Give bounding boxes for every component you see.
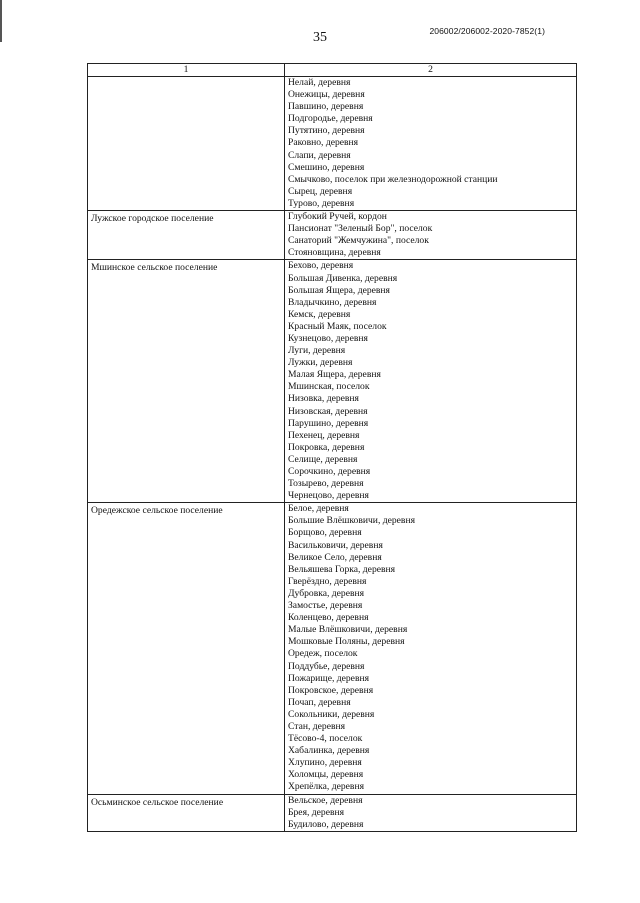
place-item: Вельское, деревня bbox=[288, 794, 363, 806]
place-item: Будилово, деревня bbox=[288, 818, 364, 830]
settlement-cell bbox=[88, 260, 285, 503]
settlement-name bbox=[91, 79, 281, 91]
table-row bbox=[88, 503, 577, 794]
place-item: Селище, деревня bbox=[288, 453, 358, 465]
place-item: Почап, деревня bbox=[288, 696, 351, 708]
table-row bbox=[88, 211, 577, 260]
place-item: Низовская, деревня bbox=[288, 405, 368, 417]
place-item: Покровка, деревня bbox=[288, 441, 365, 453]
place-item: Чернецово, деревня bbox=[288, 490, 369, 502]
settlement-name: Мшинское сельское поселение bbox=[91, 262, 218, 274]
place-item: Васильковичи, деревня bbox=[288, 539, 383, 551]
places-cell bbox=[285, 211, 577, 260]
place-item: Замостье, деревня bbox=[288, 600, 363, 612]
place-item: Коленцево, деревня bbox=[288, 612, 369, 624]
places-cell bbox=[285, 260, 577, 503]
document-code: 206002/206002-2020-7852(1) bbox=[429, 26, 545, 36]
place-item: Стан, деревня bbox=[288, 720, 346, 732]
place-item: Хабалинка, деревня bbox=[288, 745, 370, 757]
settlement-name: Осьминское сельское поселение bbox=[91, 796, 224, 808]
place-item: Дубровка, деревня bbox=[288, 587, 365, 599]
place-item: Пехенец, деревня bbox=[288, 429, 360, 441]
place-item: Пожарище, деревня bbox=[288, 672, 370, 684]
place-item: Нелай, деревня bbox=[288, 77, 351, 88]
settlement-cell bbox=[88, 77, 285, 211]
place-item: Холомцы, деревня bbox=[288, 769, 364, 781]
place-item: Великое Село, деревня bbox=[288, 551, 382, 563]
place-item: Кемск, деревня bbox=[288, 308, 351, 320]
column-header-1: 1 bbox=[88, 64, 285, 77]
settlement-name: Лужское городское поселение bbox=[91, 213, 214, 225]
places-cell bbox=[285, 503, 577, 794]
table-row bbox=[88, 260, 577, 503]
place-item: Оредеж, поселок bbox=[288, 648, 358, 660]
table-row bbox=[88, 794, 577, 831]
place-item: Глубокий Ручей, кордон bbox=[288, 211, 387, 223]
place-item: Слапи, деревня bbox=[288, 149, 351, 161]
place-item: Путятино, деревня bbox=[288, 125, 365, 137]
place-item: Гверёздно, деревня bbox=[288, 575, 367, 587]
table-header-row bbox=[88, 64, 577, 77]
place-item: Поддубье, деревня bbox=[288, 660, 365, 672]
place-item: Кузнецово, деревня bbox=[288, 332, 368, 344]
place-item: Лужки, деревня bbox=[288, 357, 353, 369]
place-item: Раковно, деревня bbox=[288, 137, 359, 149]
place-item: Онежицы, деревня bbox=[288, 89, 365, 101]
place-item: Сорочкино, деревня bbox=[288, 466, 371, 477]
settlements-table bbox=[87, 63, 577, 832]
settlement-name: Оредежское сельское поселение bbox=[91, 505, 223, 517]
place-item: Малые Влёшковичи, деревня bbox=[288, 624, 408, 636]
place-item: Большая Ящера, деревня bbox=[288, 284, 390, 296]
place-item: Луги, деревня bbox=[288, 345, 346, 357]
place-item: Тозырево, деревня bbox=[288, 478, 364, 490]
place-item: Павшино, деревня bbox=[288, 101, 364, 113]
settlement-cell bbox=[88, 794, 285, 831]
place-item: Низовка, деревня bbox=[288, 393, 359, 405]
place-item: Турово, деревня bbox=[288, 197, 355, 209]
place-item: Подгородье, деревня bbox=[288, 113, 373, 125]
place-item: Сырец, деревня bbox=[288, 185, 353, 197]
table-row bbox=[88, 77, 577, 211]
place-item: Смычково, поселок при железнодорожной станции bbox=[288, 173, 498, 185]
place-item: Красный Маяк, поселок bbox=[288, 320, 387, 332]
place-item: Хрепёлка, деревня bbox=[288, 781, 365, 793]
place-item: Стояновщина, деревня bbox=[288, 247, 381, 259]
settlement-cell bbox=[88, 503, 285, 794]
place-item: Хлупино, деревня bbox=[288, 757, 362, 769]
place-item: Белое, деревня bbox=[288, 503, 349, 515]
place-item: Бехово, деревня bbox=[288, 260, 354, 272]
place-item: Большие Влёшковичи, деревня bbox=[288, 515, 416, 527]
place-item: Владычкино, деревня bbox=[288, 296, 377, 308]
place-item: Брея, деревня bbox=[288, 806, 345, 818]
column-header-2: 2 bbox=[285, 64, 577, 77]
place-item: Пансионат "Зеленый Бор", поселок bbox=[288, 223, 433, 235]
place-item: Большая Дивенка, деревня bbox=[288, 272, 398, 284]
place-item: Сокольники, деревня bbox=[288, 708, 375, 720]
places-cell bbox=[285, 77, 577, 211]
place-item: Смешино, деревня bbox=[288, 161, 365, 173]
settlement-cell bbox=[88, 211, 285, 260]
place-item: Парушино, деревня bbox=[288, 417, 369, 429]
place-item: Санаторий "Жемчужина", поселок bbox=[288, 235, 429, 247]
place-item: Борщово, деревня bbox=[288, 527, 362, 539]
place-item: Мошковые Поляны, деревня bbox=[288, 636, 405, 648]
places-cell bbox=[285, 794, 577, 831]
place-item: Покровское, деревня bbox=[288, 684, 374, 696]
page-number: 35 bbox=[313, 30, 327, 45]
place-item: Мшинская, поселок bbox=[288, 381, 370, 393]
place-item: Малая Ящера, деревня bbox=[288, 369, 381, 381]
place-item: Тёсово-4, поселок bbox=[288, 733, 363, 745]
place-item: Вельяшева Горка, деревня bbox=[288, 563, 396, 575]
